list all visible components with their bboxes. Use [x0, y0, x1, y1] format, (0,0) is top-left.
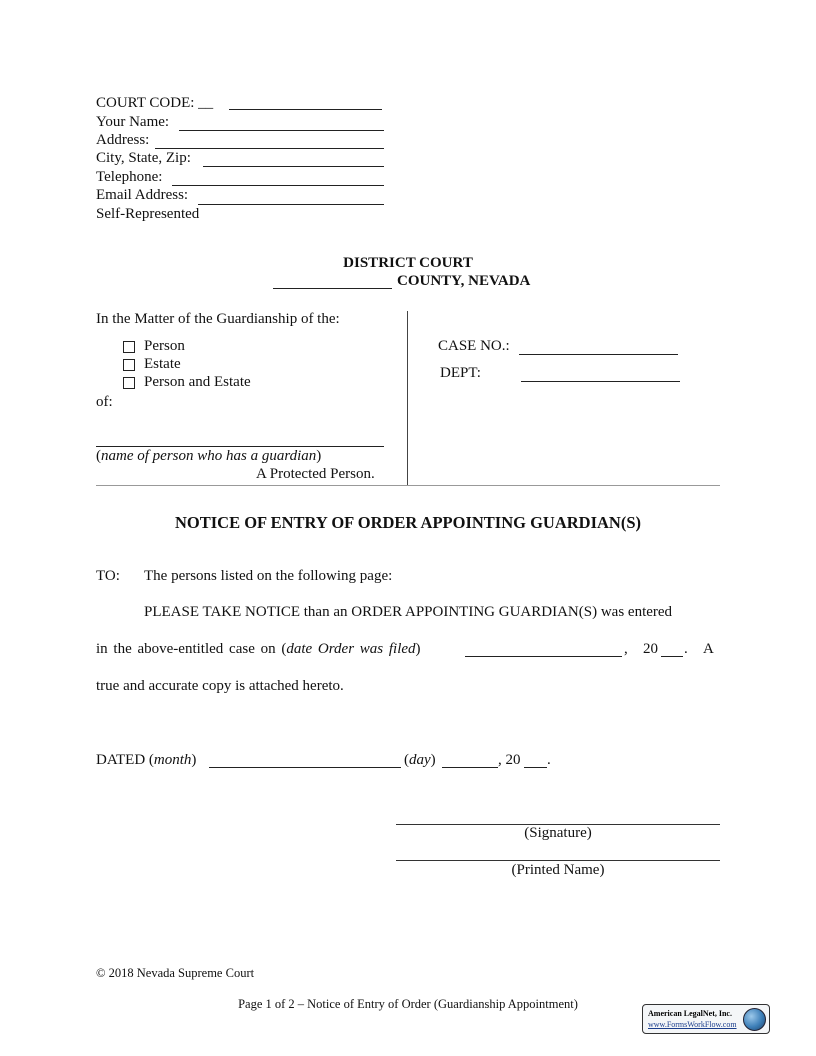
checkbox-estate[interactable] [123, 359, 135, 371]
dated-day-label: (day) [404, 752, 436, 768]
dated-month-line[interactable] [209, 767, 401, 768]
caption-divider [407, 311, 408, 485]
dated-year-prefix: , 20 [498, 752, 521, 768]
printed-name-label: (Printed Name) [511, 862, 605, 878]
signature-label: (Signature) [524, 825, 592, 841]
city-state-zip-line[interactable] [203, 166, 384, 167]
court-code-label: COURT CODE: __ [96, 95, 214, 111]
year-prefix: 20 [643, 641, 658, 657]
option-estate-label: Estate [144, 356, 181, 372]
logo-company: American LegalNet, Inc. [648, 1009, 732, 1018]
self-represented-label: Self-Represented [96, 206, 200, 222]
logo-url: www.FormsWorkFlow.com [648, 1020, 737, 1029]
legalnet-logo[interactable] [642, 1004, 770, 1034]
email-label: Email Address: [96, 187, 189, 203]
option-person-label: Person [144, 338, 185, 354]
dated-day-line[interactable] [442, 767, 498, 768]
globe-icon [743, 1008, 766, 1031]
matter-label: In the Matter of the Guardianship of the: [96, 311, 340, 327]
email-line[interactable] [198, 204, 384, 205]
to-text: The persons listed on the following page: [144, 568, 393, 584]
line-2-end: A [703, 641, 714, 657]
protected-person-name-line[interactable] [96, 446, 384, 447]
protected-person-label: A Protected Person. [256, 466, 375, 482]
caption-bottom-rule [96, 485, 720, 486]
dept-line[interactable] [521, 381, 680, 382]
checkbox-person-and-estate[interactable] [123, 377, 135, 389]
option-person-and-estate-label: Person and Estate [144, 374, 251, 390]
dated-label: DATED (month) [96, 752, 197, 768]
telephone-line[interactable] [172, 185, 384, 186]
address-line[interactable] [155, 148, 384, 149]
date-filed-line[interactable] [465, 656, 622, 657]
document-title: NOTICE OF ENTRY OF ORDER APPOINTING GUARDIAN(S) [174, 513, 642, 532]
notice-line-3: true and accurate copy is attached hereto. [96, 678, 344, 694]
to-label: TO: [96, 568, 120, 584]
case-no-line[interactable] [519, 354, 678, 355]
your-name-label: Your Name: [96, 114, 170, 130]
of-label: of: [96, 394, 113, 410]
address-label: Address: [96, 132, 150, 148]
telephone-label: Telephone: [96, 169, 163, 185]
city-state-zip-label: City, State, Zip: [96, 150, 191, 166]
checkbox-person[interactable] [123, 341, 135, 353]
court-code-line[interactable] [229, 109, 382, 110]
court-name: DISTRICT COURT [343, 255, 473, 271]
county-label: COUNTY, NEVADA [397, 273, 531, 289]
page-footer: Page 1 of 2 – Notice of Entry of Order (Guardianship Appointment) [238, 997, 578, 1011]
case-no-label: CASE NO.: [438, 338, 510, 354]
name-note: (name of person who has a guardian) [96, 448, 322, 464]
dated-year-line[interactable] [524, 767, 547, 768]
copyright: © 2018 Nevada Supreme Court [96, 966, 255, 980]
notice-line-2: in the above-entitled case on (date Order was filed) [96, 641, 421, 657]
your-name-line[interactable] [179, 130, 384, 131]
printed-name-line[interactable] [396, 860, 720, 861]
dept-label: DEPT: [440, 365, 481, 381]
dated-period: . [547, 752, 551, 768]
notice-line-1: PLEASE TAKE NOTICE than an ORDER APPOINTING GUARDIAN(S) was entered [144, 604, 673, 620]
year-line[interactable] [661, 656, 683, 657]
county-blank-line[interactable] [273, 288, 392, 289]
